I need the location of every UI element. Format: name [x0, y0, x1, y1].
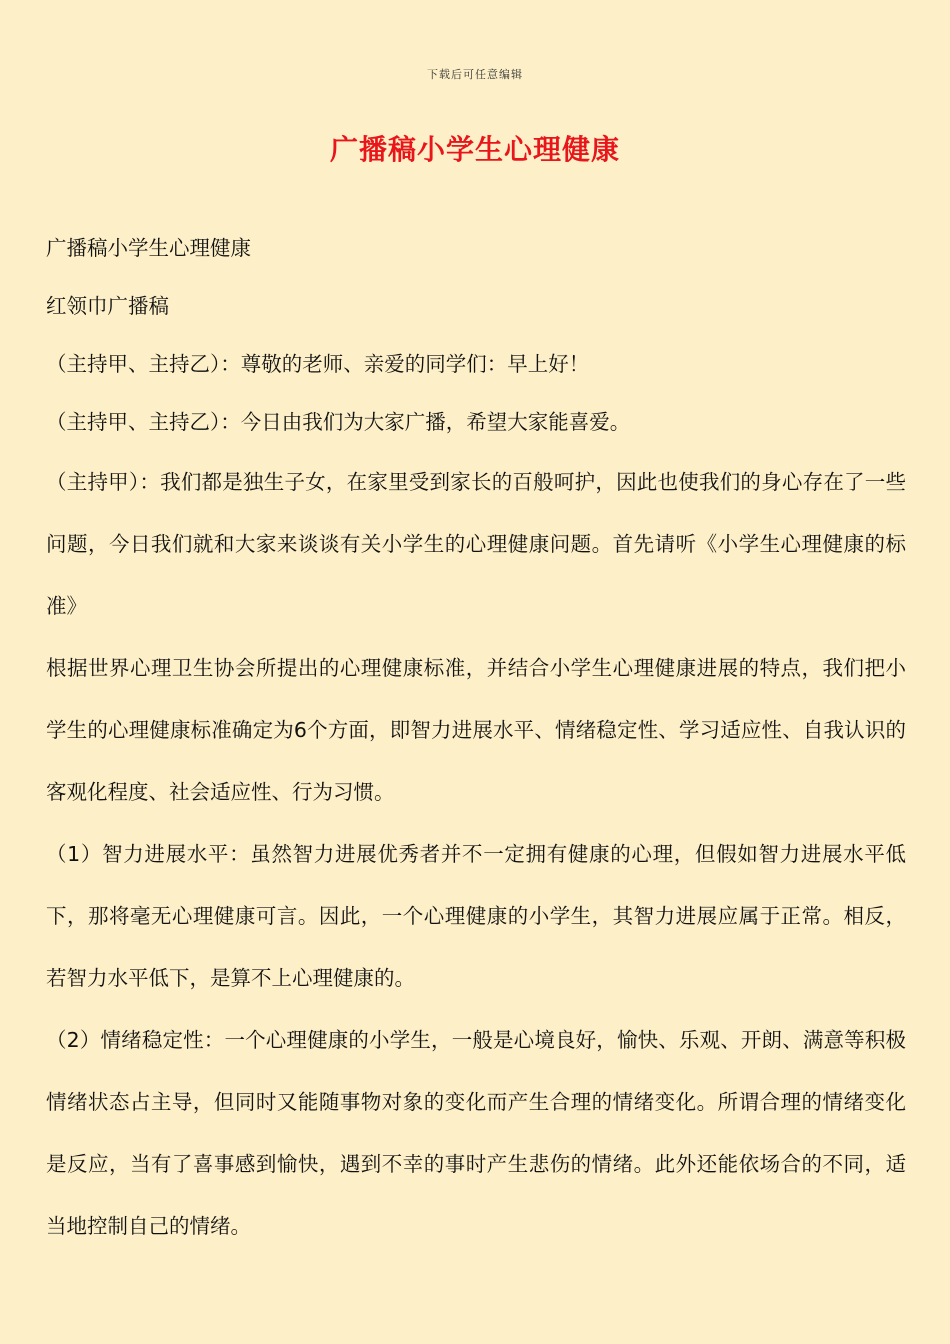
paragraph-host-a: （主持甲）：我们都是独生子女，在家里受到家长的百般呵护，因此也使我们的身心存在了一些问题，今日我们就和大家来谈谈有关小学生的心理健康问题。首先请听《小学生心理健康的标准》: [46, 470, 906, 618]
header-note: 下载后可任意编辑: [427, 68, 523, 81]
paragraph-column-name: 红领巾广播稿: [46, 294, 169, 318]
paragraph-subtitle: 广播稿小学生心理健康: [46, 236, 251, 260]
paragraph-intro: （主持甲、主持乙）：今日由我们为大家广播，希望大家能喜爱。: [46, 410, 631, 434]
paragraph-standards: 根据世界心理卫生协会所提出的心理健康标准，并结合小学生心理健康进展的特点，我们把小学生的心理健康标准确定为6个方面，即智力进展水平、情绪稳定性、学习适应性、自我认识的客观化程度、社会适应性、行为习惯。: [46, 656, 906, 804]
paragraph-greeting: （主持甲、主持乙）：尊敬的老师、亲爱的同学们：早上好！: [46, 352, 590, 376]
paragraph-emotion: （2）情绪稳定性：一个心理健康的小学生，一般是心境良好，愉快、乐观、开朗、满意等积极情绪状态占主导，但同时又能随事物对象的变化而产生合理的情绪变化。所谓合理的情绪变化是反应，当有了喜事感到愉快，遇到不幸的事时产生悲伤的情绪。此外还能依场合的不同，适当地控制自己的情绪。: [46, 1028, 906, 1238]
document-body: [46, 219, 906, 1257]
document-title: 广播稿小学生心理健康: [329, 133, 620, 166]
paragraph-intelligence: （1）智力进展水平：虽然智力进展优秀者并不一定拥有健康的心理，但假如智力进展水平低下，那将毫无心理健康可言。因此，一个心理健康的小学生，其智力进展应属于正常。相反，若智力水平低下，是算不上心理健康的。: [46, 842, 906, 990]
